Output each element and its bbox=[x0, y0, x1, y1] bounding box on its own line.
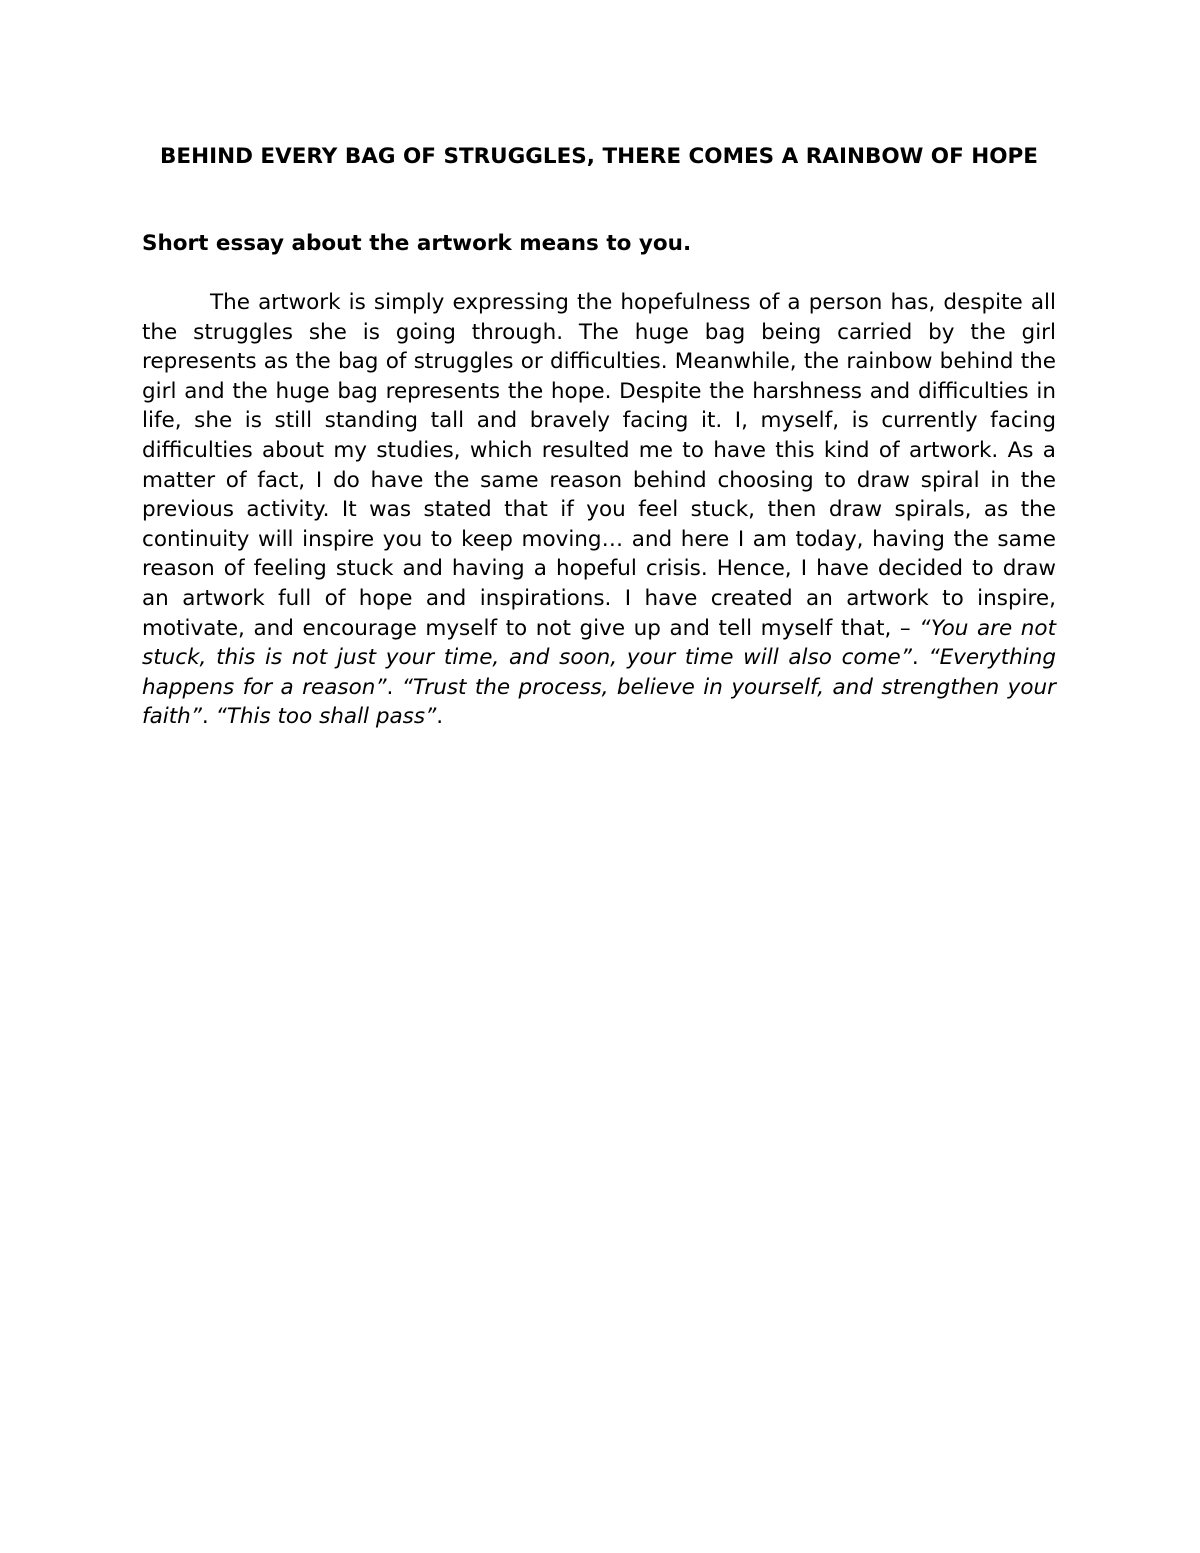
quote-not-stuck: “You are not stuck, this is not just your time, and soon, your time will also come” bbox=[142, 615, 1056, 671]
essay-title: BEHIND EVERY BAG OF STRUGGLES, THERE COMES A RAINBOW OF HOPE bbox=[160, 144, 1038, 169]
separator: . bbox=[201, 704, 216, 730]
essay-subtitle: Short essay about the artwork means to you. bbox=[142, 231, 692, 256]
quote-trust-the-process: “Trust the process, believe in yourself, and strengthen your faith” bbox=[142, 674, 1056, 730]
separator: . bbox=[911, 645, 929, 671]
paragraph-text: The artwork is simply expressing the hopefulness of a person has, despite all the struggles she is going through. The huge bag being carried by the girl represents as the bag of struggles or difficulties. Meanwhile, the rainbow behind the girl and the huge bag represents the hope. Despite the harshness and difficulties in life, she is still standing tall and bravely facing it. I, myself, is currently facing difficulties about my studies, which resulted me to have this kind of artwork. As a matter of fact, I do have the same reason behind choosing to draw spiral in the previous activity. It was stated that if you feel stuck, then draw spirals, as the continuity will inspire you to keep moving… and here I am today, having the same reason of feeling stuck and having a hopeful crisis. Hence, I have decided to draw an artwork full of hope and inspirations. I have created an artwork to inspire, motivate, and encourage myself to not give up and tell myself that, – bbox=[142, 290, 1056, 641]
paragraph-end: . bbox=[436, 704, 444, 730]
essay-paragraph bbox=[142, 288, 1056, 732]
quote-everything-happens: “Everything happens for a reason” bbox=[142, 645, 1056, 700]
quote-this-too-shall-pass: “This too shall pass” bbox=[215, 704, 437, 730]
separator: . bbox=[386, 674, 402, 700]
